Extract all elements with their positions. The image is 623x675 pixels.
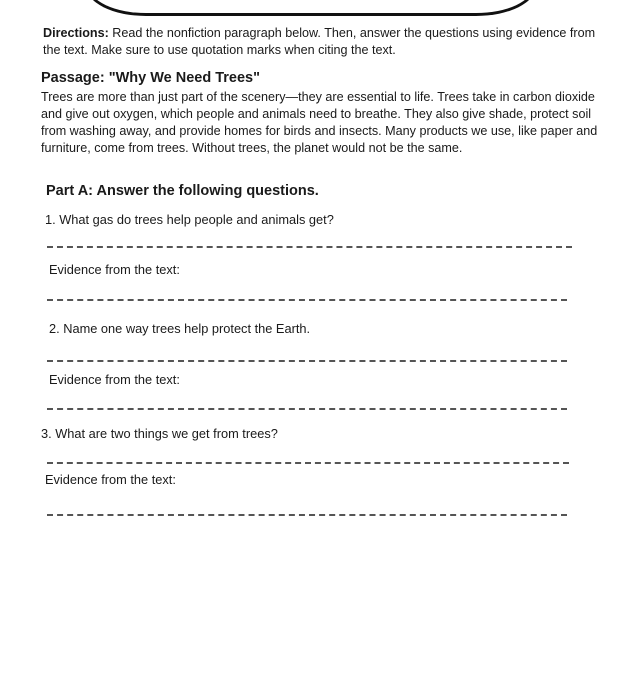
- directions-label: Directions:: [43, 26, 109, 40]
- evidence-line-2[interactable]: [47, 408, 567, 410]
- evidence-line-1[interactable]: [47, 299, 567, 301]
- question-2: 2. Name one way trees help protect the Earth.: [49, 321, 311, 336]
- part-a-title: Part A: Answer the following questions.: [46, 183, 319, 199]
- evidence-label-1: Evidence from the text:: [49, 262, 180, 277]
- directions: [43, 25, 603, 59]
- evidence-line-3[interactable]: [47, 514, 567, 516]
- evidence-label-3: Evidence from the text:: [45, 472, 176, 487]
- evidence-label-2: Evidence from the text:: [49, 372, 180, 387]
- directions-text: Read the nonfiction paragraph below. Then, answer the questions using evidence from the text. Make sure to use quotation marks when citing the text.: [43, 26, 596, 57]
- answer-line-3[interactable]: [47, 462, 569, 464]
- answer-line-1[interactable]: [47, 246, 572, 248]
- header-box-border: [86, 0, 536, 16]
- question-1: 1. What gas do trees help people and animals get?: [45, 212, 334, 227]
- answer-line-2[interactable]: [47, 360, 567, 362]
- question-3: 3. What are two things we get from trees?: [41, 426, 278, 441]
- passage-body: Trees are more than just part of the scenery—they are essential to life. Trees take in carbon dioxide and give out oxygen, which people and animals need to breathe. They also give shade, protect soil from washing away, and provide homes for birds and insects. Many products we use, like paper and furniture, come from trees. Without trees, the planet would not be the same.: [41, 90, 598, 155]
- passage-title: Passage: "Why We Need Trees": [41, 70, 260, 86]
